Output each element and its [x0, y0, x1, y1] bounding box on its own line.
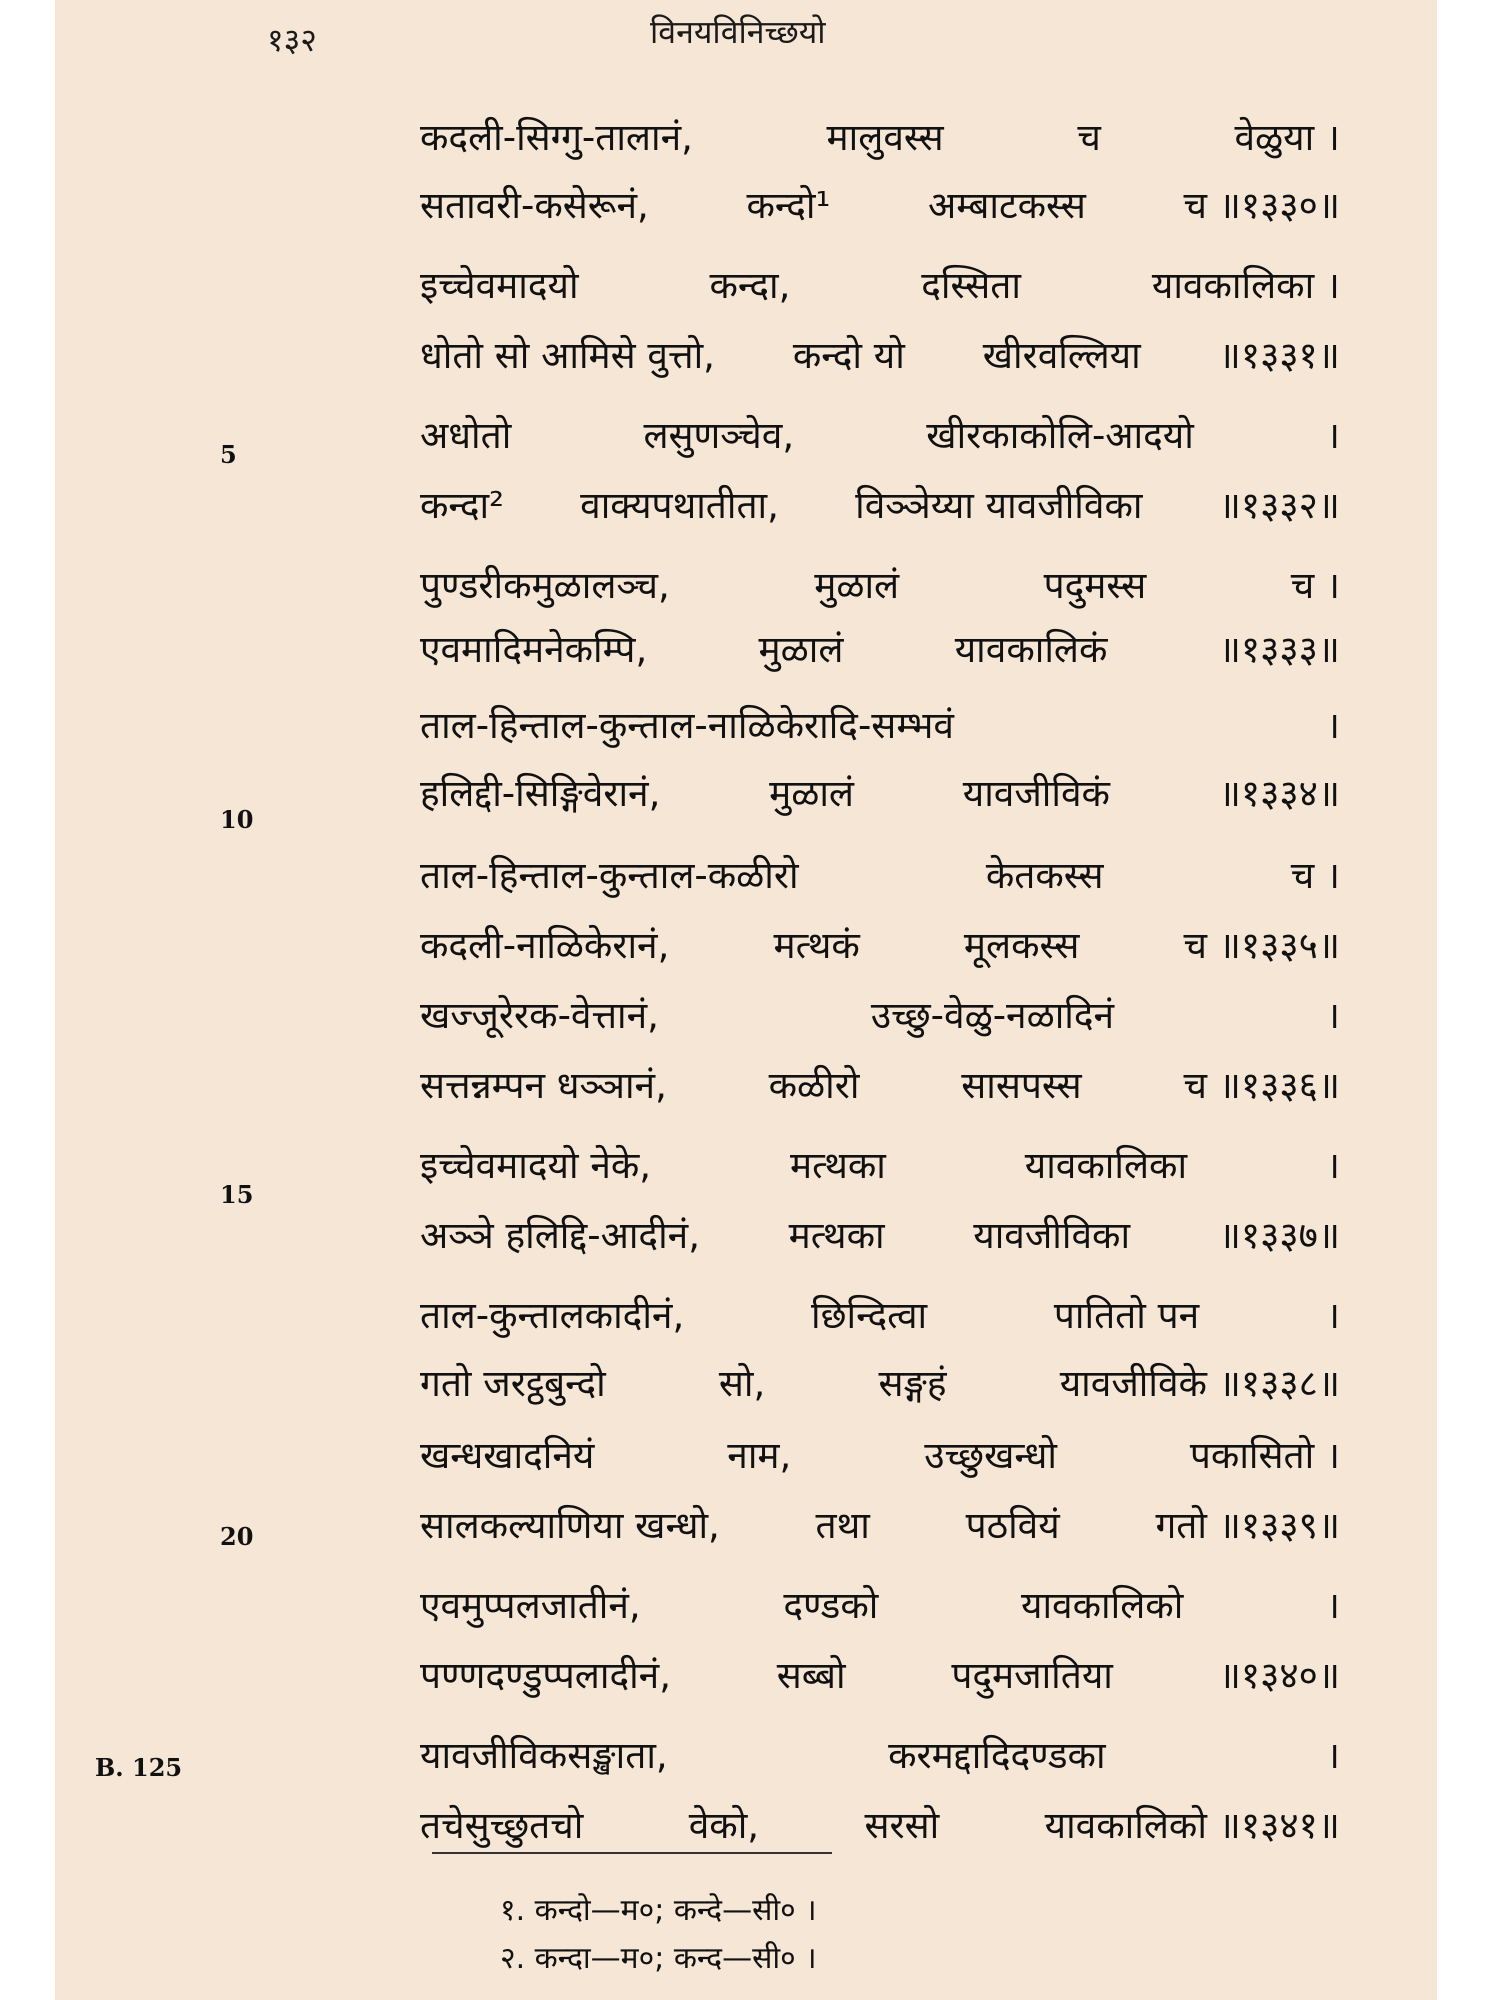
verse-word: मूलकस्स — [963, 924, 1080, 967]
verse-line — [420, 698, 1340, 749]
page-title: विनयविनिच्छयो — [650, 13, 826, 51]
verse-line — [420, 178, 1340, 229]
verse-word: उच्छु-वेळु-नळादिनं — [870, 994, 1115, 1037]
verse-word: पकासितो । — [1189, 1434, 1340, 1477]
verse-word: यावकालिका । — [1151, 264, 1340, 307]
verse-word: उच्छुखन्धो — [924, 1434, 1057, 1477]
verse-word: खीरवल्लिया — [982, 334, 1141, 377]
verse-word: ॥१३४०॥ — [1218, 1654, 1340, 1697]
verse-word: सरसो — [864, 1804, 940, 1847]
verse-word: ॥१३३७॥ — [1218, 1214, 1340, 1257]
verse-word: कळीरो — [768, 1064, 860, 1107]
verse-word: पण्णदण्डुप्पलादीनं, — [420, 1654, 671, 1697]
verse-word: ताल-कुन्तालकादीनं, — [420, 1294, 685, 1337]
verse-word: च । — [1290, 564, 1340, 607]
verse-word: । — [1325, 1294, 1340, 1337]
verse-line — [420, 1798, 1340, 1849]
verse-word: तचेसुच्छुतचो — [420, 1804, 584, 1847]
verse-word: दण्डको — [783, 1584, 879, 1627]
verse-word: वाक्यपथातीता, — [580, 484, 779, 527]
verse-word: ॥१३३४॥ — [1218, 772, 1340, 815]
verse-word: कन्दो यो — [792, 334, 905, 377]
verse-word: सालकल्याणिया खन्धो, — [420, 1504, 720, 1547]
verse-word: च ॥१३३६॥ — [1183, 1064, 1340, 1107]
verse-line — [420, 110, 1340, 161]
verse-line — [420, 988, 1340, 1039]
verse-line — [420, 1728, 1340, 1779]
verse-word: अम्बाटकस्स — [927, 184, 1086, 227]
verse-line — [420, 622, 1340, 673]
verse-line — [420, 1356, 1340, 1407]
verse-word: मत्थका — [789, 1144, 886, 1187]
verse-word: वेळुया । — [1234, 116, 1340, 159]
verse-word: गतो ॥१३३९॥ — [1155, 1504, 1340, 1547]
verse-word: मुळालं — [758, 628, 844, 671]
verse-word: सङ्गहं — [878, 1362, 947, 1405]
verse-word: लसुणञ्चेव, — [643, 414, 795, 457]
verse-word: यावजीविके ॥१३३८॥ — [1059, 1362, 1340, 1405]
verse-word: यावजीविकं — [962, 772, 1110, 815]
verse-word: कन्दा² — [420, 484, 504, 527]
verse-line — [420, 848, 1340, 899]
verse-line — [420, 918, 1340, 969]
verse-word: मालुवस्स — [826, 116, 944, 159]
verse-word: पठवियं — [965, 1504, 1060, 1547]
verse-word: खन्धखादनियं — [420, 1434, 595, 1477]
verse-line — [420, 1498, 1340, 1549]
verse-word: इच्चेवमादयो — [420, 264, 579, 307]
margin-reference: B. 125 — [95, 1753, 183, 1782]
verse-word: पुण्डरीकमुळालञ्च, — [420, 564, 670, 607]
verse-word: । — [1325, 1584, 1340, 1627]
verse-word: ॥१३३३॥ — [1218, 628, 1340, 671]
verse-word: सासपस्स — [961, 1064, 1082, 1107]
verse-word: पदुमजातिया — [951, 1654, 1113, 1697]
verse-word: यावकालिको ॥१३४१॥ — [1044, 1804, 1340, 1847]
verse-line — [420, 1208, 1340, 1259]
verse-line — [420, 1288, 1340, 1339]
verse-word: ॥१३३१॥ — [1218, 334, 1340, 377]
verse-line — [420, 328, 1340, 379]
verse-line — [420, 258, 1340, 309]
verse-line — [420, 1578, 1340, 1629]
footnote: २. कन्दा—म०; कन्द—सी० । — [500, 1941, 817, 1976]
verse-line — [420, 1428, 1340, 1479]
verse-word: पातितो पन — [1053, 1294, 1200, 1337]
verse-word: । — [1325, 414, 1340, 457]
verse-word: गतो जरट्ठबुन्दो — [420, 1362, 606, 1405]
verse-word: तथा — [815, 1504, 870, 1547]
verse-word: धोतो सो आमिसे वुत्तो, — [420, 334, 715, 377]
verse-word: विञ्ञेय्या यावजीविका — [855, 484, 1143, 527]
verse-word: छिन्दित्वा — [810, 1294, 928, 1337]
verse-word: । — [1325, 704, 1340, 747]
verse-word: यावकालिकं — [954, 628, 1108, 671]
margin-line-number: 10 — [220, 805, 254, 834]
verse-word: ॥१३३२॥ — [1218, 484, 1340, 527]
margin-line-number: 15 — [220, 1180, 254, 1209]
verse-word: यावजीविका — [973, 1214, 1131, 1257]
verse-line — [420, 478, 1340, 529]
verse-word: दस्सिता — [921, 264, 1021, 307]
verse-word: केतकस्स — [985, 854, 1104, 897]
margin-line-number: 5 — [220, 440, 237, 469]
footnote: १. कन्दो—म०; कन्दे—सी० । — [500, 1893, 817, 1928]
verse-word: खीरकाकोलि-आदयो — [926, 414, 1194, 457]
verse-word: करमद्दादिदण्डका — [888, 1734, 1106, 1777]
verse-word: हलिद्दी-सिङ्गिवेरानं, — [420, 772, 661, 815]
verse-word: ताल-हिन्ताल-कुन्ताल-कळीरो — [420, 854, 799, 897]
verse-word: मत्थकं — [773, 924, 860, 967]
verse-word: च — [1077, 116, 1101, 159]
verse-word: अञ्ञे हलिद्दि-आदीनं, — [420, 1214, 700, 1257]
verse-line — [420, 1138, 1340, 1189]
verse-word: । — [1325, 994, 1340, 1037]
verse-line — [420, 558, 1340, 609]
verse-word: ताल-हिन्ताल-कुन्ताल-नाळिकेरादि-सम्भवं — [420, 704, 954, 747]
verse-word: पदुमस्स — [1043, 564, 1147, 607]
verse-word: । — [1325, 1144, 1340, 1187]
page-number: १३२ — [267, 21, 317, 59]
verse-word: मुळालं — [814, 564, 900, 607]
verse-word: एवमुप्पलजातीनं, — [420, 1584, 641, 1627]
verse-word: । — [1325, 1734, 1340, 1777]
verse-word: यावकालिको — [1021, 1584, 1184, 1627]
verse-word: मत्थका — [788, 1214, 885, 1257]
verse-word: कदली-नाळिकेरानं, — [420, 924, 670, 967]
verse-word: एवमादिमनेकम्पि, — [420, 628, 648, 671]
verse-word: च ॥१३३५॥ — [1183, 924, 1340, 967]
verse-word: यावजीविकसङ्खाता, — [420, 1734, 668, 1777]
verse-word: सब्बो — [776, 1654, 846, 1697]
verse-word: अधोतो — [420, 414, 512, 457]
verse-line — [420, 766, 1340, 817]
footnote-divider — [432, 1852, 832, 1854]
verse-word: सो, — [718, 1362, 766, 1405]
verse-word: कन्दा, — [709, 264, 791, 307]
verse-word: नाम, — [727, 1434, 792, 1477]
verse-word: कदली-सिग्गु-तालानं, — [420, 116, 693, 159]
verse-word: च ॥१३३०॥ — [1183, 184, 1340, 227]
verse-word: च । — [1290, 854, 1340, 897]
verse-word: वेको, — [688, 1804, 760, 1847]
verse-word: यावकालिका — [1024, 1144, 1188, 1187]
verse-word: सतावरी-कसेरूनं, — [420, 184, 649, 227]
verse-word: मुळालं — [769, 772, 854, 815]
margin-line-number: 20 — [220, 1522, 254, 1551]
verse-line — [420, 1058, 1340, 1109]
verse-word: सत्तन्नम्पन धञ्ञानं, — [420, 1064, 667, 1107]
verse-line — [420, 408, 1340, 459]
verse-word: इच्चेवमादयो नेके, — [420, 1144, 652, 1187]
verse-word: कन्दो¹ — [746, 184, 831, 227]
verse-word: खज्जूरेरक-वेत्तानं, — [420, 994, 659, 1037]
verse-line — [420, 1648, 1340, 1699]
